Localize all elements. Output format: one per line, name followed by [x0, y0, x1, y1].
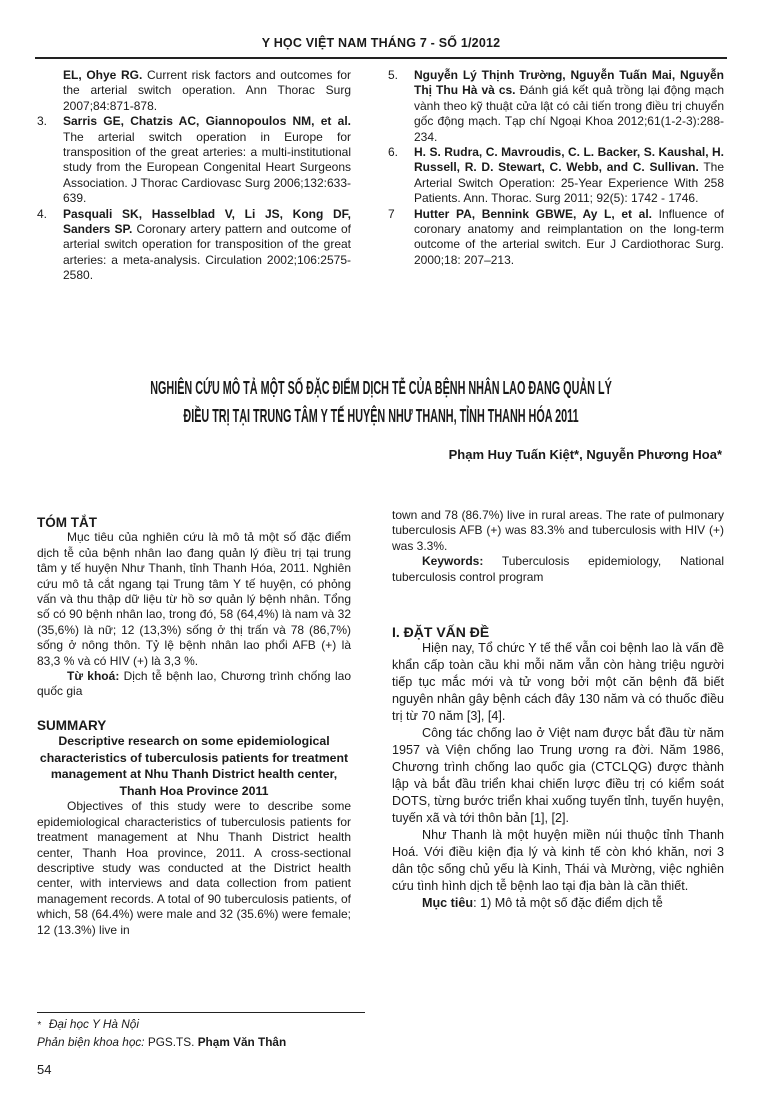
reference-item — [37, 207, 351, 284]
abstract-heading: TÓM TẮT — [37, 515, 97, 530]
ref-text: The Arterial Switch Operation: 25-Year Experience With 258 Patients. Ann. Thorac. Surg 2011; 92(5): 1742 - 1746. — [414, 160, 724, 206]
reviewer-name: Phạm Văn Thân — [197, 1035, 287, 1049]
objective-text: : 1) Mô tả một số đặc điểm dịch tễ — [473, 896, 663, 911]
footnote: * Đại học Y Hà Nội Phản biện khoa học: PGS.TS. Phạm Văn Thân — [37, 1017, 287, 1049]
affiliation: Đại học Y Hà Nội — [48, 1017, 139, 1031]
ref-number: 6. — [388, 145, 399, 160]
reference-item — [37, 114, 351, 206]
ref-authors: Pasquali SK, Hasselblad V, Li JS, Kong DF, Sanders SP. — [63, 206, 351, 237]
title-line-1: NGHIÊN CỨU MÔ TẢ MỘT SỐ ĐẶC ĐIỂM DỊCH TỄ CỦA BỆNH NHÂN LAO ĐANG QUẢN LÝ — [150, 378, 612, 398]
reference-item — [388, 207, 724, 269]
reference-item — [388, 145, 724, 207]
reference-item — [37, 68, 351, 114]
ref-text: Coronary artery pattern and outcome of arterial switch operation for transposition of the great arteries: a meta-analysis. Circulation 2002;106:2575-2580. — [63, 222, 352, 283]
abstract-keywords — [37, 669, 351, 700]
running-header: Y HỌC VIỆT NAM THÁNG 7 - SỐ 1/2012 — [261, 36, 501, 50]
ref-text: The arterial switch operation in Europe for transposition of the great arteries: a multi-institutional study from the European Congenital Heart Surgeons Association. J Thorac Cardiovasc Surg 2006;132:633-639. — [63, 129, 351, 206]
paragraph: Công tác chống lao ở Việt nam được bắt đầu từ năm 1957 và Viện chống lao Trung ương ra đời. Năm 1986, Chương trình chống lao quốc gia (CTCLQG) được thành lập và bắt đầu triển khai chiến lược điều trị có kiểm soát DOTS, từng bước triển khai xuống tuyến tỉnh, tuyến huyện, tuyến xã và tới thôn bản [1], [2]. — [392, 726, 724, 826]
summary-title: Descriptive research on some epidemiological characteristics of tuberculosis patients for treatment management at Nhu Thanh District health center, Thanh Hoa Province 2011 — [39, 734, 349, 798]
reviewer-label: Phản biện khoa học: — [37, 1035, 145, 1049]
abstract-body: Mục tiêu của nghiên cứu là mô tả một số đặc điểm dịch tễ của bệnh nhân lao đang quản lý điều trị tại trung tâm y tế huyện Như Thanh, tỉnh Thanh Hóa, 2011. Nghiên cứu mô tả cắt ngang tại Trung tâm Y tế huyện, có phỏng vấn và thu thập dữ liệu từ hồ sơ quản lý bệnh nhân. Tổng số có 90 bệnh nhân lao, trong đó, 58 (64,4%) là nam và 32 (35,6%) là nữ; 12 (13,3%) sống ở thị trấn và 78 (86,7%) sống ở nông thôn. Tỷ lệ bệnh nhân lao phổi AFB (+) là 83,3 % và có HIV (+) là 3,3 %. — [37, 530, 351, 668]
ref-text: Influence of coronary anatomy and reimplantation on the long-term outcome of the arterial switch. Eur J Cardiothorac Surg. 2000;18: 207–213. — [414, 206, 724, 267]
title-line-2: ĐIỀU TRỊ TẠI TRUNG TÂM Y TẾ HUYỆN NHƯ THANH, TỈNH THANH HÓA 2011 — [183, 406, 579, 426]
ref-number: 5. — [388, 68, 399, 82]
footnote-rule — [37, 1012, 365, 1013]
article-title — [81, 374, 681, 430]
ref-number: 3. — [37, 114, 48, 129]
summary-heading: SUMMARY — [37, 717, 107, 733]
ref-authors: EL, Ohye RG. — [63, 68, 143, 82]
keywords-text: Dịch tễ bệnh lao, Chương trình chống lao quốc gia — [37, 669, 351, 699]
summary-body-continued: town and 78 (86.7%) live in rural areas. The rate of pulmonary tuberculosis AFB (+) was 83.3% and tuberculosis with HIV (+) was 3.3%. — [392, 508, 724, 553]
ref-text: Đánh giá kết quả trồng lại động mạch vành theo kỹ thuật cửa lật có cải tiến trong điều trị chuyển gốc động mạch. Tạp chí Ngoại Khoa 2012;61(1-2-3):288-234. — [414, 83, 724, 144]
reviewer-title: PGS.TS. — [144, 1035, 198, 1049]
ref-authors: Nguyễn Lý Thịnh Trường, Nguyễn Tuấn Mai, Nguyễn Thị Thu Hà và cs. — [414, 68, 724, 98]
paragraph: Hiện nay, Tổ chức Y tế thế vẫn coi bệnh lao là vấn đề khẩn cấp toàn cầu khi mỗi năm vẫn còn hàng triệu người tiếp tục mắc mới và tử vong bởi một căn bệnh đã biết nguyên nhân gây bệnh cách đây 130 năm và có thuốc điều trị từ 70 năm [3], [4]. — [392, 641, 724, 724]
objective-label: Mục tiêu — [422, 896, 474, 911]
summary-body: Objectives of this study were to describe some epidemiological characteristics of tuberculosis patients for treatment management at Nhu Thanh District health center, Thanh Hoa province, 2011. A cross-sectional descriptive study was conducted at the District health center, with interviews and data collection from patient management records. A total of 90 tuberculosis patients, of which, 58 (64.4%) were male and 32 (35.6%) were female; 12 (13.3%) live in — [37, 799, 351, 937]
reference-item — [388, 68, 724, 145]
references-right — [388, 68, 724, 268]
ref-number: 7 — [388, 206, 395, 221]
keywords-text: Tuberculosis epidemiology, National tuberculosis control program — [392, 554, 724, 584]
left-column — [37, 515, 351, 938]
header-rule — [35, 57, 727, 59]
ref-number: 4. — [37, 206, 48, 221]
ref-authors: H. S. Rudra, C. Mavroudis, C. L. Backer, S. Kaushal, H. Russell, R. D. Stewart, C. Webb, and C. Sullivan. — [414, 145, 724, 175]
paragraph: Như Thanh là một huyện miền núi thuộc tỉnh Thanh Hoá. Với điều kiện địa lý và kinh tế còn khó khăn, nơi 3 dân tộc sống chủ yếu là Kinh, Thái và Mường, việc nghiên cứu tình hình dịch tễ bệnh lao tại địa bàn là cần thiết. — [392, 828, 724, 894]
page-number: 54 — [37, 1062, 52, 1077]
keywords-label: Từ khoá: — [67, 669, 120, 684]
references-left — [37, 68, 351, 284]
objective-paragraph — [392, 895, 724, 912]
section-heading: I. ĐẶT VẤN ĐỀ — [392, 624, 490, 641]
right-column — [392, 508, 724, 912]
article-authors: Phạm Huy Tuấn Kiệt*, Nguyễn Phương Hoa* — [448, 447, 722, 462]
keywords-label: Keywords: — [422, 554, 484, 569]
ref-authors: Hutter PA, Bennink GBWE, Ay L, et al. — [414, 206, 653, 221]
summary-keywords — [392, 554, 724, 585]
ref-text: Current risk factors and outcomes for the arterial switch operation. Ann Thorac Surg 2007;84:871-878. — [63, 68, 351, 113]
ref-authors: Sarris GE, Chatzis AC, Giannopoulos NM, et al. — [63, 114, 351, 129]
